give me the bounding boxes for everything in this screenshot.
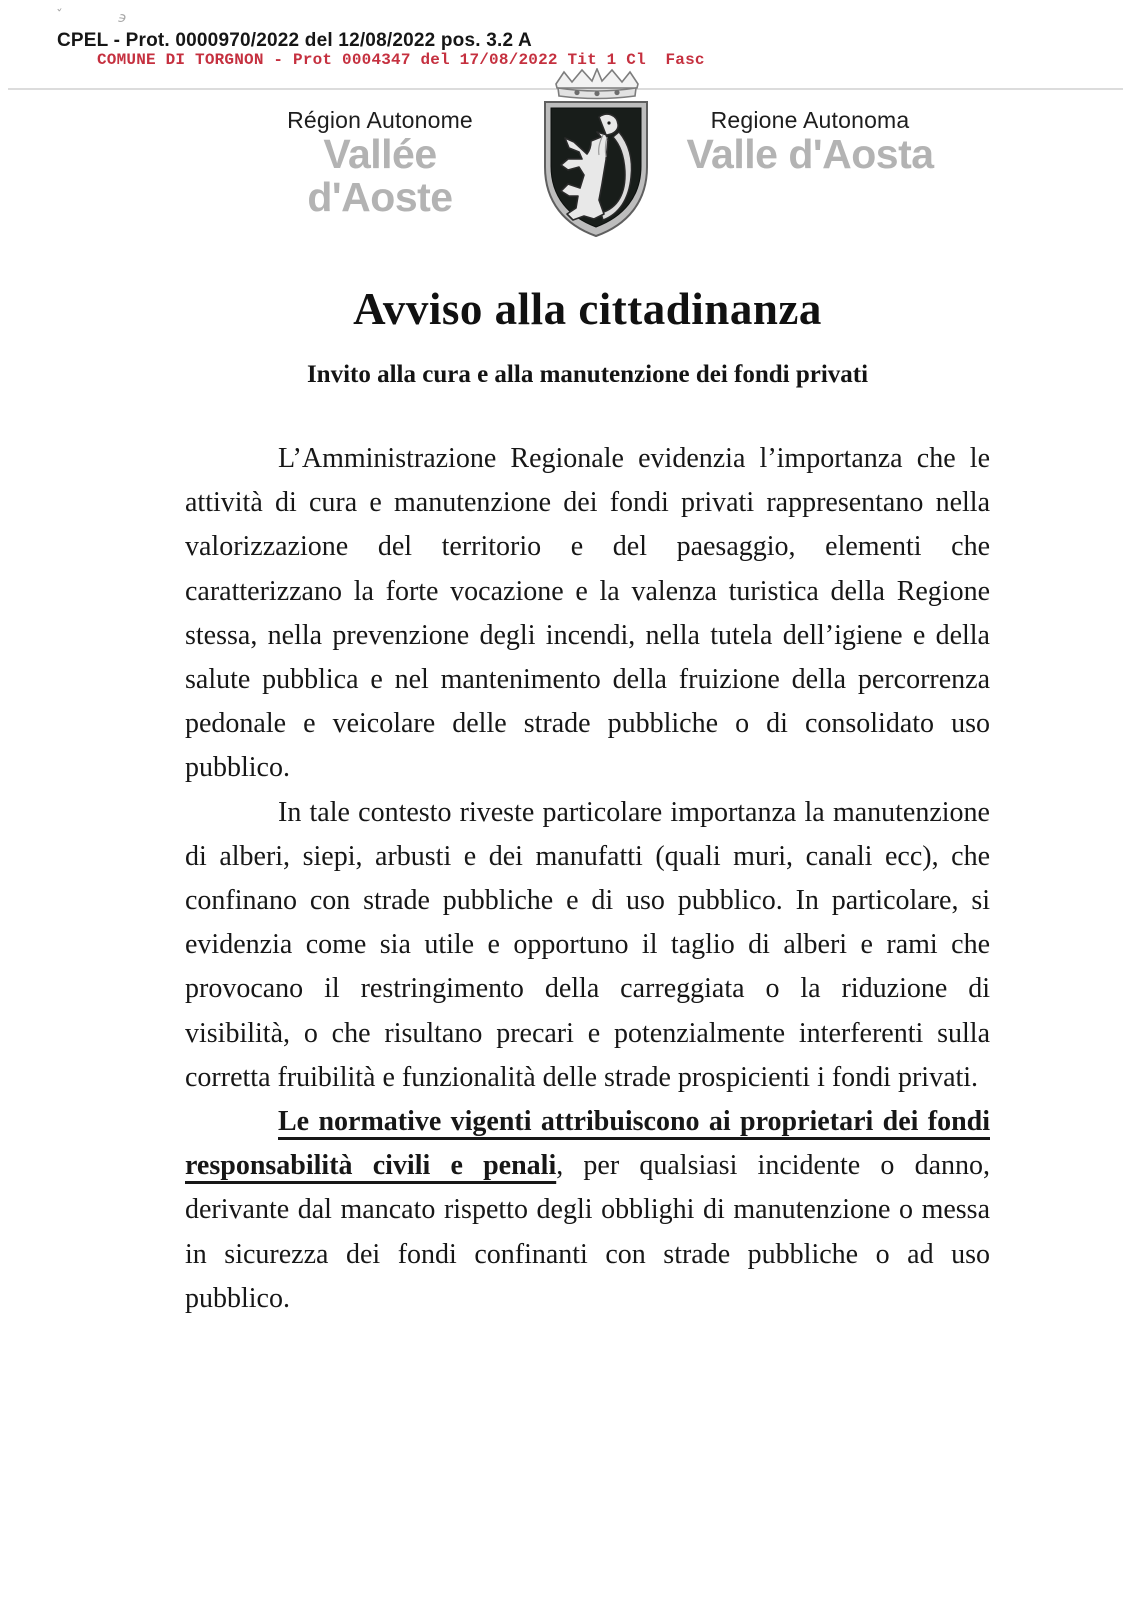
pen-mark: ϶	[116, 9, 128, 27]
paragraph-2: In tale contesto riveste particolare importanza la manutenzione di alberi, siepi, arbusti e dei manufatti (quali muri, canali ecc), che confinano con strade pubbliche e di uso pubblico. In particolare, si evidenzia come sia utile e opportuno il taglio di alberi e rami che provocano il restringimento della carreggiata o la riduzione di visibilità, o che risultano precari e potenzialmente interferenti sulla corretta fruibilità e funzionalità delle strade prospicienti i fondi privati.	[185, 796, 990, 1093]
paragraph-3-rest: , per qualsiasi incidente o danno, derivante dal mancato rispetto degli obblighi di manutenzione o messa in sicurezza dei fondi confinanti con strade pubbliche o ad uso pubblico.	[185, 1150, 990, 1314]
pen-mark: ˇ	[54, 7, 65, 25]
page-subtitle: Invito alla cura e alla manutenzione dei fondi privati	[306, 361, 869, 388]
regione-autonoma-label: Regione Autonoma	[710, 107, 910, 133]
protocol-stamp-cpel: CPEL - Prot. 0000970/2022 del 12/08/2022 pos. 3.2 A	[57, 30, 532, 51]
notice-body	[185, 437, 990, 1321]
paragraph-3	[185, 1100, 990, 1321]
protocol-stamp-comune: COMUNE DI TORGNON - Prot 0004347 del 17/08/2022 Tit 1 Cl Fasc	[97, 51, 705, 69]
region-autonome-label: Région Autonome	[287, 107, 473, 133]
regional-coat-of-arms shield-lion-icon	[541, 97, 651, 238]
logo-text-italian	[682, 108, 938, 176]
logo-text-french	[252, 108, 508, 219]
valle-d-aosta-label: Valle d'Aosta	[686, 131, 934, 178]
page-title: Avviso alla cittadinanza	[353, 284, 822, 334]
vallee-d-aoste-label: Vallée d'Aoste	[307, 131, 453, 221]
paragraph-3-emphasis: Le normative vigenti attribuiscono ai proprietari dei fondi responsabilità civili e penali	[185, 1106, 990, 1182]
paragraph-1: L’Amministrazione Regionale evidenzia l’importanza che le attività di cura e manutenzione dei fondi privati rappresentano nella valorizzazione del territorio e del paesaggio, elementi che caratterizzano la forte vocazione e la valenza turistica della Regione stessa, nella prevenzione degli incendi, nella tutela dell’igiene e della salute pubblica e nel mantenimento della fruizione della percorrenza pedonale e veicolare delle strade pubbliche o di consolidato uso pubblico.	[185, 443, 990, 784]
